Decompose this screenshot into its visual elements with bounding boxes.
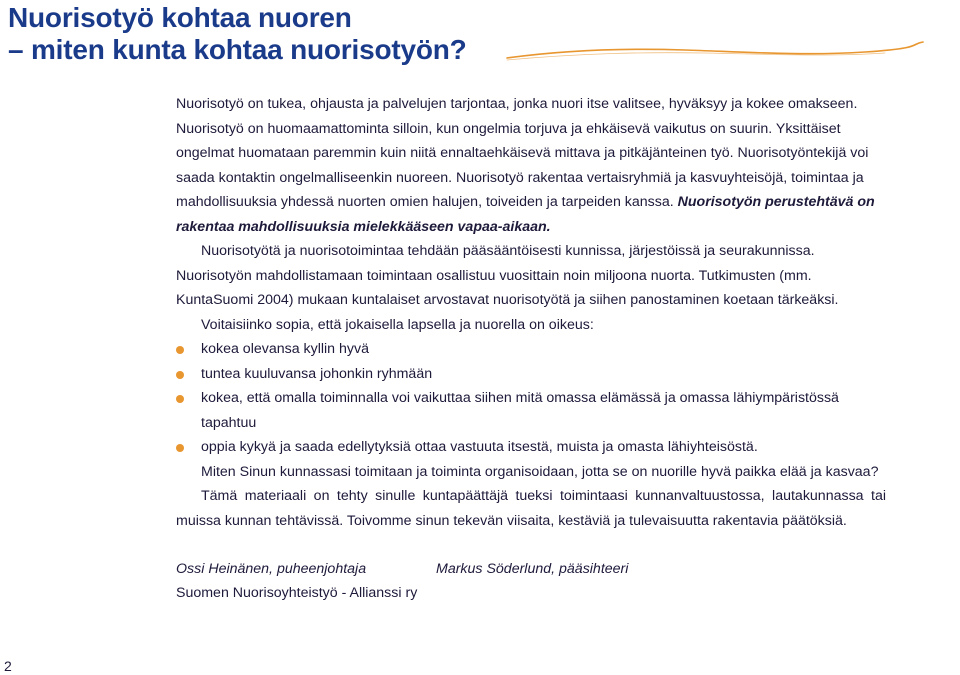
organization-name: Suomen Nuorisoyhteistyö - Allianssi ry bbox=[176, 585, 418, 601]
bullet-dot-icon bbox=[176, 395, 184, 403]
closing-paragraph: Tämä materiaali on tehty sinulle kuntapäättäjä tueksi toimintaasi kunnanvaltuustossa, lautakunnassa tai muissa kunnan tehtävissä. Toivomme sinun tekevän viisaita, kestäviä ja tulevaisuutta rakentavia päätöksiä. bbox=[176, 488, 886, 529]
bullet-dot-icon bbox=[176, 346, 184, 354]
title-line-1: Nuorisotyö kohtaa nuoren bbox=[8, 2, 352, 33]
article-body bbox=[176, 92, 886, 606]
decorative-swoosh-line bbox=[505, 40, 925, 70]
list-item bbox=[201, 386, 886, 435]
question-paragraph: Miten Sinun kunnassasi toimitaan ja toiminta organisoidaan, jotta se on nuorille hyvä paikka elää ja kasvaa? bbox=[201, 463, 879, 480]
second-paragraph: Nuorisotyötä ja nuorisotoimintaa tehdään pääsääntöisesti kunnissa, järjestöissä ja seurakunnissa. Nuorisotyön mahdollistamaan toimintaan osallistuu vuosittain noin miljoona nuorta. Tutkimusten (mm. KuntaSuomi 2004) mukaan kuntalaiset arvostavat nuorisotyötä ja siihen panostaminen koetaan tärkeäksi. bbox=[176, 243, 839, 308]
page-number: 2 bbox=[4, 658, 12, 674]
list-item-text: kokea olevansa kyllin hyvä bbox=[201, 341, 369, 357]
rights-lead-text: Voitaisiinko sopia, että jokaisella lapsella ja nuorella on oikeus: bbox=[201, 316, 594, 333]
title-line-2: – miten kunta kohtaa nuorisotyön? bbox=[8, 34, 467, 65]
intro-text: Nuorisotyö on tukea, ohjausta ja palvelujen tarjontaa, jonka nuori itse valitsee, hyväksyy ja kokee omakseen. Nuorisotyö on huomaamattominta silloin, kun ongelmia torjuva ja ehkäisevä vaikutus on suurin. Yksittäiset ongelmat huomataan paremmin kuin niitä ennaltaehkäisevä mittava ja pitkäjänteinen työ. Nuorisotyöntekijä voi saada kontaktin ongelmalliseenkin nuoreen. Nuorisotyö rakentaa vertaisryhmiä ja kasvuyhteisöjä, toimintaa ja mahdollisuuksia yhdessä nuorten omien halujen, toiveiden ja tarpeiden kanssa. bbox=[176, 96, 869, 210]
rights-list bbox=[176, 337, 886, 460]
intro-emphasis: Nuorisotyön perustehtävä on rakentaa mahdollisuuksia mielekkääseen vapaa-aikaan. bbox=[176, 194, 875, 235]
list-item-text: kokea, että omalla toiminnalla voi vaikuttaa siihen mitä omassa elämässä ja omassa lähiympäristössä tapahtuu bbox=[201, 390, 839, 431]
signatures bbox=[176, 557, 886, 581]
signature-chair: Ossi Heinänen, puheenjohtaja bbox=[176, 561, 367, 577]
bullet-dot-icon bbox=[176, 444, 184, 452]
list-item-text: oppia kykyä ja saada edellytyksiä ottaa vastuuta itsestä, muista ja omasta lähiyhteisöstä. bbox=[201, 439, 758, 455]
list-item bbox=[201, 337, 886, 362]
signature-secretary-general: Markus Söderlund, pääsihteeri bbox=[436, 561, 629, 577]
list-item bbox=[201, 435, 886, 460]
list-item-text: tuntea kuuluvansa johonkin ryhmään bbox=[201, 365, 433, 382]
page-title bbox=[8, 2, 467, 66]
list-item bbox=[201, 362, 886, 387]
bullet-dot-icon bbox=[176, 371, 184, 379]
intro-paragraph bbox=[176, 92, 886, 239]
